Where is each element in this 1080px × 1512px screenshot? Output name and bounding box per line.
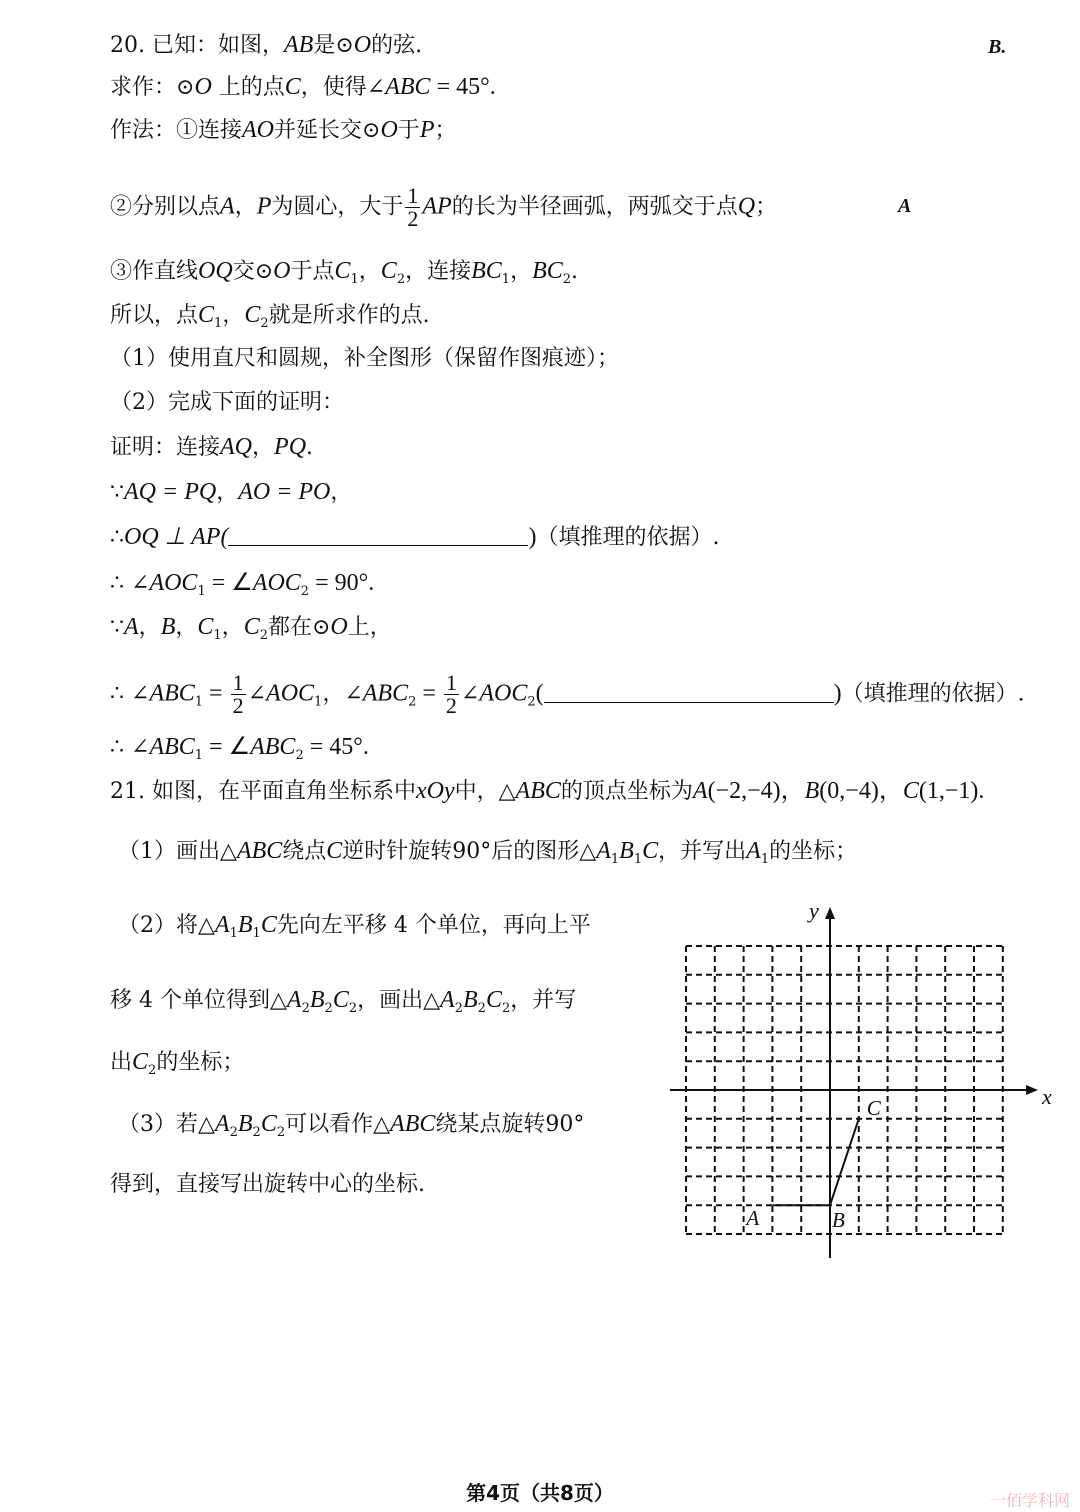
text-fragment: AOC: [252, 570, 301, 596]
text-fragment: 1: [407, 183, 419, 208]
text-fragment: AQ: [220, 434, 253, 460]
text-fragment: 的顶点坐标为: [560, 779, 693, 804]
point-label-A: A: [746, 1206, 760, 1231]
q21-part3-line2: 得到，直接写出旋转中心的坐标.: [110, 1172, 425, 1197]
q21-stem: [110, 776, 984, 807]
watermark: 一佰学科网: [989, 1491, 1070, 1510]
q20-method-2: [110, 185, 777, 230]
text-fragment: B: [804, 778, 820, 804]
x-axis-arrow-icon: [1026, 1085, 1038, 1095]
q21-part2-line2: [110, 985, 576, 1024]
text-fragment: 2: [454, 1001, 463, 1016]
text-fragment: O: [273, 258, 291, 284]
text-fragment: 1: [633, 852, 643, 867]
text-fragment: 2: [562, 272, 572, 287]
text-fragment: 2: [252, 1125, 261, 1140]
text-fragment: ∠: [460, 681, 480, 707]
text-fragment: ，: [234, 194, 257, 220]
proof-line-1: [110, 432, 313, 463]
y-axis-arrow-icon: [825, 907, 835, 919]
page-footer: 第4页（共8页）: [466, 1481, 614, 1505]
text-fragment: ABC: [250, 734, 296, 760]
text-fragment: 的长为半径画弧，两弧交于点: [451, 194, 738, 220]
text-fragment: OQ: [198, 258, 233, 284]
text-fragment: ABC: [362, 680, 409, 707]
text-fragment: ，画出△: [357, 988, 441, 1013]
text-fragment: 20.: [110, 33, 145, 58]
text-fragment: 证明：连接: [110, 435, 221, 460]
text-fragment: C: [197, 614, 214, 640]
figure-point-a: A: [898, 195, 912, 217]
text-fragment: C: [380, 258, 397, 284]
text-fragment: ，使得∠: [300, 75, 386, 100]
text-fragment: 作法：①连接: [110, 118, 243, 143]
text-fragment: AQ = PQ: [124, 479, 217, 505]
text-fragment: P: [419, 117, 435, 143]
text-fragment: ∵: [110, 480, 124, 505]
text-fragment: [231, 672, 246, 717]
text-fragment: ∴ ∠: [110, 681, 150, 707]
q20-task: [110, 72, 496, 103]
text-fragment: ): [528, 524, 537, 550]
text-fragment: O: [194, 74, 212, 100]
q20-method-3: [110, 256, 578, 295]
q21-part2-line1: [118, 910, 591, 949]
q21-part1: [118, 836, 857, 875]
q21-part3-line1: [118, 1109, 584, 1148]
text-fragment: 1: [501, 272, 511, 287]
text-fragment: ，∠: [322, 681, 363, 707]
text-fragment: ；: [434, 118, 457, 143]
text-fragment: ，: [175, 615, 198, 640]
text-fragment: AO = PO: [238, 479, 331, 505]
text-fragment: AOC: [149, 570, 198, 596]
x-axis-label: x: [1042, 1084, 1052, 1109]
text-fragment: C: [284, 74, 301, 100]
q21-part2-line3: [110, 1047, 244, 1086]
text-fragment: C: [642, 838, 659, 864]
text-fragment: 2: [301, 1001, 310, 1016]
point-label-C: C: [866, 1095, 881, 1120]
proof-line-6: [110, 672, 1025, 718]
text-fragment: 2: [324, 1001, 333, 1016]
q20-part1: （1）使用直尺和圆规，补全图形（保留作图痕迹）；: [110, 346, 619, 371]
text-fragment: 绕某点旋转90°: [435, 1112, 585, 1137]
text-fragment: ABC: [149, 680, 195, 707]
text-fragment: A: [746, 838, 761, 864]
text-fragment: 于点: [290, 259, 335, 284]
text-fragment: 2: [148, 1063, 157, 1078]
text-fragment: 2: [407, 206, 419, 231]
text-fragment: B: [462, 987, 478, 1013]
text-fragment: A: [286, 987, 302, 1013]
text-fragment: 2: [348, 1001, 358, 1016]
text-fragment: 1: [232, 670, 244, 695]
text-fragment: AOC: [479, 680, 528, 707]
text-fragment: 2: [259, 628, 268, 643]
text-fragment: ABC: [390, 1111, 436, 1137]
text-fragment: ∵: [110, 615, 124, 640]
text-fragment: ∴: [110, 525, 124, 550]
point-label-B: B: [832, 1208, 845, 1233]
text-fragment: C: [243, 614, 260, 640]
text-fragment: （填推理的依据）.: [841, 681, 1025, 707]
text-fragment: 2: [229, 1125, 238, 1140]
text-fragment: ，并写: [510, 988, 577, 1013]
text-fragment: A: [692, 778, 708, 804]
text-fragment: 2: [408, 694, 417, 710]
text-fragment: 上，: [347, 615, 392, 640]
text-fragment: 逆时针旋转90°后的图形△: [342, 839, 597, 864]
text-fragment: 2: [260, 316, 269, 331]
proof-line-7: [110, 732, 369, 771]
text-fragment: (: [535, 680, 544, 707]
proof-line-4: [110, 568, 374, 607]
text-fragment: 1: [760, 852, 770, 867]
text-fragment: C: [485, 987, 502, 1013]
text-fragment: AO: [242, 117, 275, 143]
text-fragment: OQ ⊥ AP(: [124, 524, 229, 550]
text-fragment: [444, 672, 459, 717]
text-fragment: ，: [221, 615, 244, 640]
text-fragment: = ∠: [205, 570, 253, 596]
text-fragment: C: [244, 302, 261, 328]
text-fragment: B: [237, 1111, 253, 1137]
text-fragment: 就是所求作的点.: [268, 303, 430, 328]
q20-conclusion: [110, 300, 430, 339]
y-axis-label: y: [809, 898, 819, 923]
text-fragment: BC: [471, 258, 502, 284]
text-fragment: AB: [284, 32, 314, 58]
q20-given: [110, 30, 422, 61]
text-fragment: C: [260, 912, 277, 938]
text-fragment: ABC: [149, 734, 195, 760]
text-fragment: C: [334, 258, 351, 284]
text-fragment: A: [596, 838, 611, 864]
text-fragment: 交⊙: [232, 259, 274, 284]
text-fragment: O: [353, 32, 372, 58]
text-fragment: 2: [527, 694, 536, 710]
text-fragment: B: [309, 987, 325, 1013]
text-fragment: A: [214, 912, 230, 938]
text-fragment: 的坐标；: [156, 1050, 245, 1075]
text-fragment: 1: [197, 584, 206, 599]
text-fragment: 2: [396, 272, 406, 287]
text-fragment: ，: [138, 615, 161, 640]
text-fragment: O: [330, 614, 348, 640]
text-fragment: A: [220, 193, 235, 220]
text-fragment: A: [214, 1111, 230, 1137]
text-fragment: =: [203, 680, 229, 707]
text-fragment: ，: [510, 259, 533, 284]
text-fragment: = ∠: [203, 734, 251, 760]
proof-line-5: [110, 612, 392, 651]
text-fragment: .: [306, 435, 314, 460]
text-fragment: 1: [194, 694, 204, 710]
segment-BC: [830, 1119, 859, 1205]
text-fragment: B: [619, 838, 634, 864]
text-fragment: 1: [610, 852, 620, 867]
figure-point-b: B.: [988, 36, 1007, 58]
text-fragment: ，: [252, 435, 275, 460]
text-fragment: 出: [110, 1050, 133, 1075]
text-fragment: C: [332, 987, 349, 1013]
text-fragment: Q: [737, 193, 756, 220]
answer-blank-1[interactable]: [228, 523, 528, 546]
text-fragment: 为圆心，大于: [271, 194, 404, 220]
text-fragment: 于: [397, 118, 420, 143]
text-fragment: AP: [422, 193, 452, 220]
text-fragment: (−2,−4)，: [707, 778, 805, 804]
text-fragment: 可以看作△: [285, 1112, 391, 1137]
text-fragment: 2: [232, 693, 244, 718]
text-fragment: (1,−1).: [918, 778, 985, 804]
text-fragment: A: [440, 987, 455, 1013]
text-fragment: 1: [229, 926, 238, 941]
text-fragment: 的弦.: [371, 33, 423, 58]
text-fragment: 1: [213, 628, 222, 643]
text-fragment: ABC: [385, 74, 431, 100]
text-fragment: 1: [350, 272, 359, 287]
text-fragment: B: [237, 912, 253, 938]
text-fragment: ②分别以点: [110, 194, 221, 220]
text-fragment: ): [833, 680, 842, 707]
text-fragment: O: [380, 117, 398, 143]
text-fragment: （1）画出△: [118, 839, 237, 864]
answer-blank-2[interactable]: [544, 680, 834, 703]
text-fragment: 2: [445, 693, 457, 718]
text-fragment: PQ: [274, 434, 307, 460]
text-fragment: =: [416, 680, 442, 707]
text-fragment: 都在⊙: [267, 615, 331, 640]
text-fragment: 2: [477, 1001, 486, 1016]
text-fragment: 2: [501, 1001, 511, 1016]
text-fragment: 21. 如图，在平面直角坐标系中: [110, 779, 416, 804]
text-fragment: ∴ ∠: [110, 571, 150, 596]
text-fragment: ③作直线: [110, 259, 199, 284]
text-fragment: 1: [445, 670, 457, 695]
text-fragment: = 45°.: [303, 734, 369, 760]
text-fragment: (0,−4)，: [819, 778, 903, 804]
text-fragment: 1: [214, 316, 223, 331]
text-fragment: 并延长交⊙: [274, 118, 381, 143]
q20-method-1: [110, 115, 457, 146]
text-fragment: ，并写出: [658, 839, 747, 864]
text-fragment: xOy: [415, 778, 455, 804]
text-fragment: ∠: [247, 681, 267, 707]
text-fragment: ABC: [515, 778, 561, 804]
text-fragment: ，: [216, 480, 239, 505]
text-fragment: ∴ ∠: [110, 735, 150, 760]
text-fragment: P: [256, 193, 272, 220]
text-fragment: C: [326, 838, 343, 864]
q20-part2: （2）完成下面的证明：: [110, 390, 344, 415]
text-fragment: .: [571, 259, 579, 284]
text-fragment: 2: [300, 584, 310, 599]
text-fragment: （填推理的依据）.: [536, 525, 720, 550]
text-fragment: AOC: [266, 680, 315, 707]
text-fragment: C: [260, 1111, 277, 1137]
text-fragment: 中，△: [454, 779, 516, 804]
text-fragment: 2: [295, 748, 304, 763]
text-fragment: C: [902, 778, 919, 804]
text-fragment: （3）若△: [118, 1112, 215, 1137]
text-fragment: ，: [330, 480, 353, 505]
text-fragment: 的坐标；: [769, 839, 858, 864]
text-fragment: ，: [358, 259, 381, 284]
text-fragment: ，: [222, 303, 245, 328]
text-fragment: 1: [314, 694, 323, 710]
text-fragment: 绕点: [282, 839, 327, 864]
text-fragment: BC: [532, 258, 563, 284]
text-fragment: 移 4 个单位得到△: [110, 988, 287, 1013]
text-fragment: 求作：⊙: [110, 75, 195, 100]
text-fragment: 2: [276, 1125, 286, 1140]
fraction-half: [405, 185, 420, 230]
proof-line-3: [110, 522, 719, 553]
proof-line-2: [110, 477, 352, 508]
text-fragment: 上的点: [211, 75, 285, 100]
text-fragment: C: [132, 1049, 149, 1075]
text-fragment: 1: [194, 748, 204, 763]
text-fragment: 1: [252, 926, 261, 941]
text-fragment: 所以，点: [110, 303, 199, 328]
text-fragment: ；: [755, 194, 778, 220]
text-fragment: = 45°.: [430, 74, 496, 100]
text-fragment: 先向左平移 4 个单位，再向上平: [276, 913, 591, 938]
text-fragment: （2）将△: [118, 913, 215, 938]
text-fragment: C: [198, 302, 215, 328]
text-fragment: ABC: [236, 838, 283, 864]
text-fragment: 是⊙: [313, 33, 354, 58]
text-fragment: A: [124, 614, 139, 640]
text-fragment: ，连接: [405, 259, 472, 284]
text-fragment: 已知：如图，: [152, 33, 285, 58]
text-fragment: B: [160, 614, 176, 640]
text-fragment: = 90°.: [309, 570, 375, 596]
